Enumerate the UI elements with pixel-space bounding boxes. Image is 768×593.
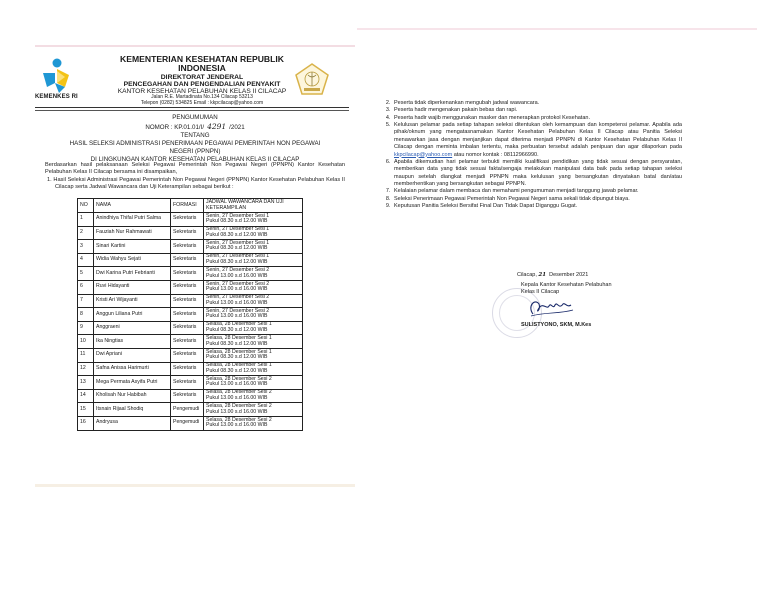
table-row <box>78 213 303 227</box>
cell-jadwal: Selasa, 28 Desember Sesi 1 Pukul 08.30 s.d 12.00 WIB <box>204 321 303 335</box>
ministry-name: KEMENTERIAN KESEHATAN REPUBLIK INDONESIA <box>120 54 284 74</box>
cell-formasi: Sekretaris <box>171 389 204 403</box>
point-7: 7. Kelalaian pelamar dalam membaca dan memahami pengumuman menjadi tanggung jawab pelamar. <box>392 188 682 195</box>
table-row <box>78 416 303 430</box>
cell-nama: Anggraeni <box>94 321 171 335</box>
table-row <box>78 362 303 376</box>
table-row <box>78 294 303 308</box>
point-1: 1. Hasil Seleksi Administrasi Pegawai Pemerintah Non Pegawai Negeri (PPNPN) Kantor Kesehatan Pelabuhan Kelas II Cilacap serta Jadwal Wawancara dan Uji Keterampilan sebagai berikut : <box>47 176 345 190</box>
cell-no: 13 <box>78 376 94 390</box>
header-formasi: FORMASI <box>171 199 204 213</box>
letterhead-divider <box>35 107 349 111</box>
cell-nama: Kholisah Nur Habibah <box>94 389 171 403</box>
table-row <box>78 321 303 335</box>
cell-jadwal: Senin, 27 Desember Sesi 1 Pukul 08.30 s.d 12.00 WIB <box>204 226 303 240</box>
cell-nama: Fauziah Nur Rahmawati <box>94 226 171 240</box>
cell-nama: Dwi Apriani <box>94 348 171 362</box>
results-table <box>77 198 303 431</box>
cell-jadwal: Senin, 27 Desember Sesi 1 Pukul 08.30 s.d 12.00 WIB <box>204 253 303 267</box>
cell-formasi: Sekretaris <box>171 294 204 308</box>
cell-no: 11 <box>78 348 94 362</box>
letterhead <box>35 49 355 105</box>
header-no: NO <box>78 199 94 213</box>
cell-formasi: Sekretaris <box>171 226 204 240</box>
subject-line-1: HASIL SELEKSI ADMINISTRASI PENERIMAAN PEGAWAI PEMERINTAH NON PEGAWAI <box>69 139 321 147</box>
point-8: 8. Seleksi Penerimaan Pegawai Pemerintah Non Pegawai Negeri sama sekali tidak dipungut biaya. <box>392 196 682 203</box>
table-row <box>78 335 303 349</box>
point-9: 9. Keputusan Panitia Seleksi Bersifat Final Dan Tidak Dapat Diganggu Gugat. <box>392 203 682 210</box>
table-row <box>78 240 303 254</box>
cell-jadwal: Senin, 27 Desember Sesi 2 Pukul 13.00 s.d 16.00 WIB <box>204 294 303 308</box>
kkp-emblem-icon <box>295 63 329 95</box>
cell-nama: Itsnain Rijaal Shodiq <box>94 403 171 417</box>
announcement-title <box>35 114 355 164</box>
cell-jadwal: Senin, 27 Desember Sesi 1 Pukul 08.30 s.d 12.00 WIB <box>204 240 303 254</box>
cell-nama: Sinari Kartini <box>94 240 171 254</box>
office-name: KANTOR KESEHATAN PELABUHAN KELAS II CILACAP <box>117 88 287 96</box>
cell-formasi: Sekretaris <box>171 321 204 335</box>
document-page-2 <box>357 28 757 490</box>
cell-no: 8 <box>78 308 94 322</box>
point-6: 6. Apabila dikemudian hari pelamar terbukti memiliki kualifikasi pendidikan yang tidak sesuai dengan persyaratan, memberikan data yang tidak sesuai fakta/sengaja melakukan manipulasi data baik pada setiap tahapan seleksi maupun setelah diangkat menjadi PPNPN maka kelulusan yang bersangkutan dinyatakan batal dan/atau memberhentikan yang bersangkutan sebagai PPNPN. <box>392 159 682 188</box>
tentang-label: TENTANG <box>180 131 210 139</box>
point-5: 5. Kelulusan pelamar pada setiap tahapan seleksi ditentukan oleh kemampuan dan kompetensi pelamar. Apabila ada pihak/oknum yang mengatasnamakan Kantor Kesehatan Pelabuhan Kelas II Cilacap atau Panitia Seleksi menawarkan jasa dengan menjanjikan dapat diterima menjadi PPNPN di Kantor Kesehatan Pelabuhan Kelas II Cilacap dengan meminta imbalan tertentu, maka perbuatan tersebut adalah penipuan dan agar dilaporkan pada kkpcilacap@yahoo.com atau nomor kontak : 08112966990. <box>392 122 682 159</box>
directorate: DIREKTORAT JENDERAL <box>160 73 244 81</box>
cell-jadwal: Selasa, 28 Desember Sesi 2 Pukul 13.00 s.d 16.00 WIB <box>204 416 303 430</box>
point-4: 4. Peserta hadir wajib menggunakan masker dan menerapkan protokol Kesehatan. <box>392 115 682 122</box>
table-row <box>78 308 303 322</box>
table-row <box>78 267 303 281</box>
intro-text: Berdasarkan hasil pelaksanaan Seleksi Pegawai Pemerintah Non Pegawai Negeri (PPNPN) Kantor Kesehatan Pelabuhan Kelas II Cilacap bersama ini disampaikan, <box>45 162 345 176</box>
cell-jadwal: Senin, 27 Desember Sesi 1 Pukul 08.30 s.d 12.00 WIB <box>204 213 303 227</box>
document-page-1 <box>35 45 355 487</box>
cell-formasi: Sekretaris <box>171 240 204 254</box>
point-2: 2. Peserta tidak diperkenankan mengubah jadwal wawancara. <box>392 100 682 107</box>
cell-jadwal: Senin, 27 Desember Sesi 2 Pukul 13.00 s.d 16.00 WIB <box>204 267 303 281</box>
cell-nama: Kristi Ari Wijayanti <box>94 294 171 308</box>
cell-nama: Anggun Liliana Putri <box>94 308 171 322</box>
cell-jadwal: Senin, 27 Desember Sesi 2 Pukul 13.00 s.d 16.00 WIB <box>204 280 303 294</box>
cell-no: 12 <box>78 362 94 376</box>
cell-no: 4 <box>78 253 94 267</box>
announcement-points <box>381 100 682 210</box>
cell-nama: Andryusa <box>94 416 171 430</box>
subject-line-3: DI LINGKUNGAN KANTOR KESEHATAN PELABUHAN KELAS II CILACAP <box>90 155 300 163</box>
table-row <box>78 389 303 403</box>
logo-label: KEMENKES RI <box>35 94 78 100</box>
cell-no: 2 <box>78 226 94 240</box>
division: PENCEGAHAN DAN PENGENDALIAN PENYAKIT <box>123 80 281 88</box>
cell-formasi: Sekretaris <box>171 308 204 322</box>
cell-no: 9 <box>78 321 94 335</box>
table-row <box>78 376 303 390</box>
sign-date: Cilacap, 21 Desember 2021 <box>517 272 589 278</box>
subject-line-2: NEGERI (PPNPN) <box>169 147 221 155</box>
announcement-heading: PENGUMUMAN <box>172 114 218 121</box>
cell-no: 10 <box>78 335 94 349</box>
cell-formasi: Sekretaris <box>171 348 204 362</box>
table-row <box>78 348 303 362</box>
cell-no: 16 <box>78 416 94 430</box>
cell-jadwal: Selasa, 28 Desember Sesi 2 Pukul 13.00 s.d 16.00 WIB <box>204 389 303 403</box>
cell-nama: Safna Anissa Harimurti <box>94 362 171 376</box>
table-row <box>78 280 303 294</box>
cell-formasi: Sekretaris <box>171 267 204 281</box>
office-contact: Telepon (0282) 534825 Email : kkpcilacap@yahoo.com <box>140 99 264 106</box>
cell-formasi: Pengemudi <box>171 403 204 417</box>
cell-no: 7 <box>78 294 94 308</box>
announcement-number: NOMOR : KP.01.01/I/ 4291 /2021 <box>145 121 245 131</box>
handwritten-number: 4291 <box>207 121 227 131</box>
cell-nama: Dwi Karina Putri Febrianti <box>94 267 171 281</box>
cell-nama: Mega Permata Asyifa Putri <box>94 376 171 390</box>
cell-formasi: Sekretaris <box>171 280 204 294</box>
point-3: 3. Peserta hadir mengenakan pakain bebas dan rapi. <box>392 107 682 114</box>
cell-no: 14 <box>78 389 94 403</box>
cell-nama: Widia Wahyu Sejati <box>94 253 171 267</box>
cell-formasi: Pengemudi <box>171 416 204 430</box>
cell-jadwal: Selasa, 28 Desember Sesi 1 Pukul 08.30 s.d 12.00 WIB <box>204 348 303 362</box>
cell-nama: Anindhiya Thifal Putri Salma <box>94 213 171 227</box>
signature-block <box>515 272 655 329</box>
cell-no: 5 <box>78 267 94 281</box>
cell-formasi: Sekretaris <box>171 253 204 267</box>
cell-formasi: Sekretaris <box>171 376 204 390</box>
cell-jadwal: Selasa, 28 Desember Sesi 2 Pukul 13.00 s.d 16.00 WIB <box>204 376 303 390</box>
table-row <box>78 403 303 417</box>
header-jadwal: JADWAL WAWANCARA DAN UJI KETERAMPILAN <box>204 199 303 213</box>
header-nama: NAMA <box>94 199 171 213</box>
report-contact: atau nomor kontak : 08112966990. <box>453 151 539 158</box>
letterhead-text <box>97 55 307 106</box>
cell-no: 1 <box>78 213 94 227</box>
cell-no: 15 <box>78 403 94 417</box>
cell-formasi: Sekretaris <box>171 362 204 376</box>
scan-edge <box>35 484 355 487</box>
cell-formasi: Sekretaris <box>171 335 204 349</box>
cell-nama: Ika Ningtias <box>94 335 171 349</box>
table-header-row <box>78 199 303 213</box>
cell-formasi: Sekretaris <box>171 213 204 227</box>
cell-jadwal: Selasa, 28 Desember Sesi 2 Pukul 13.00 s.d 16.00 WIB <box>204 403 303 417</box>
signer-name: SULISTYONO, SKM, M.Kes <box>521 321 592 328</box>
table-row <box>78 253 303 267</box>
cell-nama: Ruvi Hidayanti <box>94 280 171 294</box>
cell-jadwal: Selasa, 28 Desember Sesi 1 Pukul 08.30 s.d 12.00 WIB <box>204 335 303 349</box>
signer-title: Kepala Kantor Kesehatan Pelabuhan Kelas II Cilacap <box>521 282 612 296</box>
report-email-link[interactable]: kkpcilacap@yahoo.com <box>394 151 453 158</box>
cell-no: 3 <box>78 240 94 254</box>
office-address: Jalan R.E. Martadinata No.134 Cilacap 53213 <box>151 94 253 101</box>
table-row <box>78 226 303 240</box>
signature-icon <box>525 296 585 318</box>
cell-jadwal: Selasa, 28 Desember Sesi 1 Pukul 08.30 s.d 12.00 WIB <box>204 362 303 376</box>
cell-jadwal: Senin, 27 Desember Sesi 2 Pukul 13.00 s.d 16.00 WIB <box>204 308 303 322</box>
intro-paragraph <box>45 162 345 191</box>
kemenkes-logo-icon <box>37 57 77 97</box>
cell-no: 6 <box>78 280 94 294</box>
